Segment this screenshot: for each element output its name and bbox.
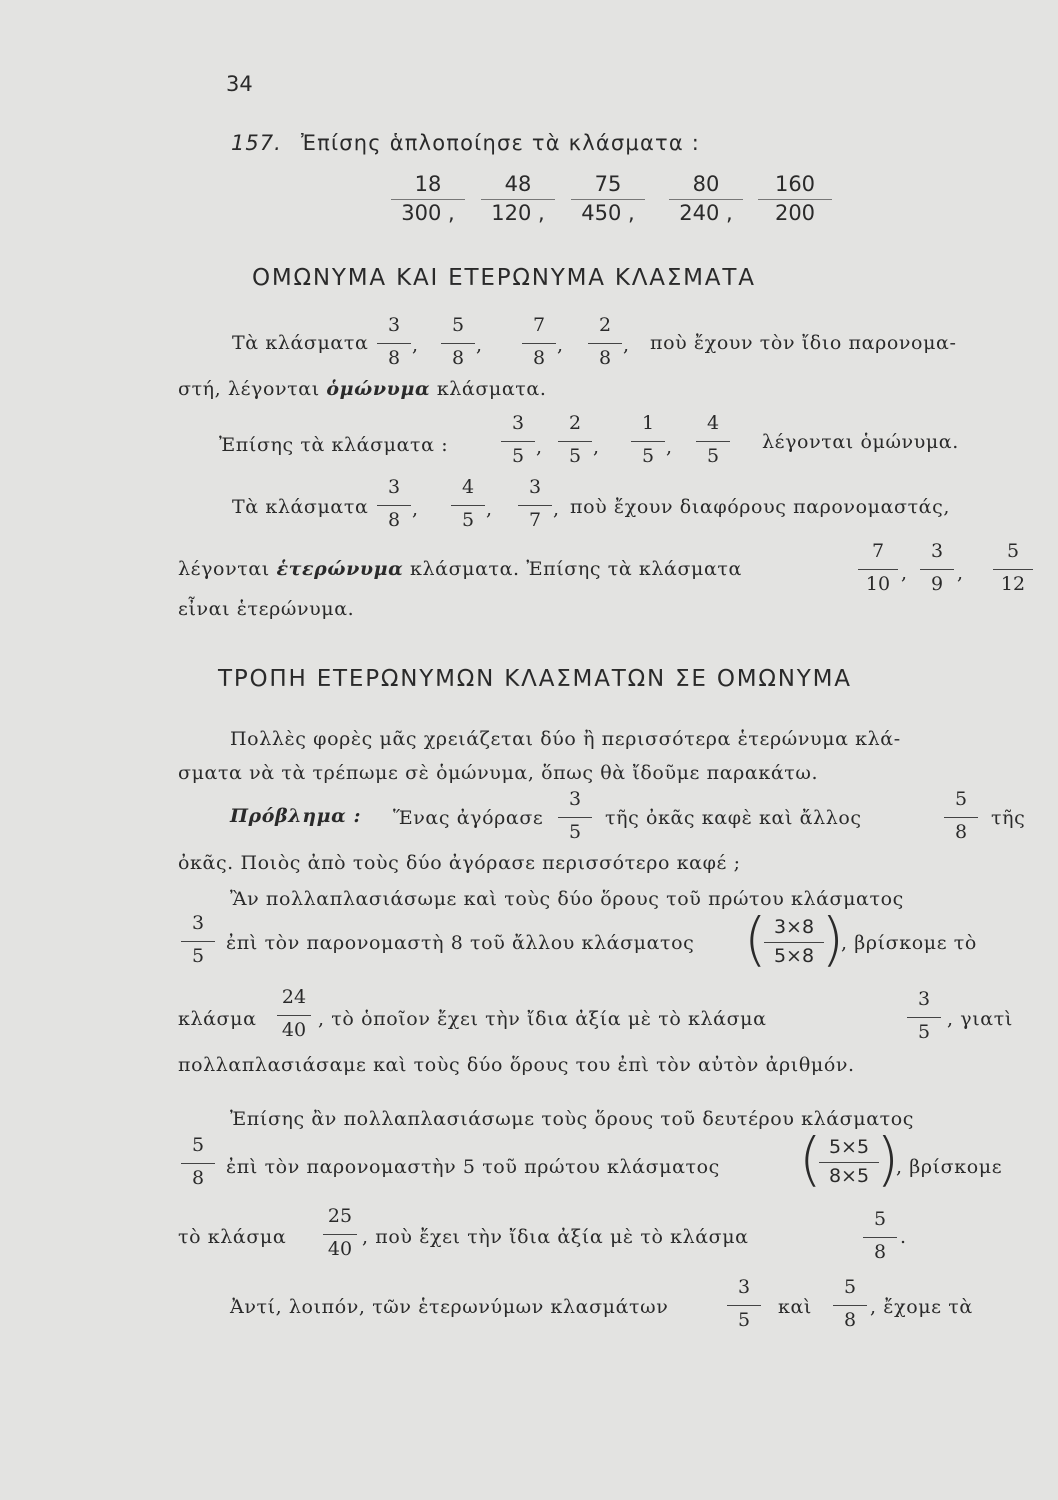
fraction [724, 1276, 764, 1336]
paragraph-text: Ἂν πολλαπλασιάσωμε καὶ τοὺς δύο ὅρους τοῦ πρώτου κλάσματος [230, 888, 904, 910]
numerator: 80 [692, 172, 720, 196]
fraction [628, 412, 668, 472]
numerator: 5 [191, 1134, 205, 1156]
fraction [320, 1205, 360, 1265]
fraction-bar [920, 569, 954, 570]
paragraph-text: , βρίσκομε [896, 1156, 1003, 1178]
fraction-bar [819, 1162, 879, 1163]
fraction-bar [518, 505, 552, 506]
exercise-number: 157. [231, 131, 282, 155]
fraction-bar [863, 1237, 897, 1238]
fraction [585, 314, 625, 374]
section-heading-homonymous: ΟΜΩΝΥΜΑ ΚΑΙ ΕΤΕΡΩΝΥΜΑ ΚΛΑΣΜΑΤΑ [252, 265, 756, 291]
fraction-bar [377, 505, 411, 506]
exercise-fraction [663, 172, 749, 226]
comma: , [666, 436, 673, 458]
paragraph-text: , γιατὶ [947, 1008, 1013, 1030]
paragraph-text: Ἀντί, λοιπόν, τῶν ἑτερωνύμων κλασμάτων [230, 1296, 669, 1318]
fraction-bar [631, 441, 665, 442]
numerator: 3 [737, 1276, 751, 1298]
numerator: 5 [954, 788, 968, 810]
denominator: 120 , [491, 201, 545, 225]
fraction-bar [696, 441, 730, 442]
denominator: 9 [930, 573, 944, 595]
fraction-bar [558, 441, 592, 442]
exercise-fraction [475, 172, 561, 226]
exercise-instruction: Ἐπίσης ἁπλοποίησε τὰ κλάσματα : [301, 131, 701, 155]
denominator: 8 [598, 347, 612, 369]
denominator: 450 , [581, 201, 635, 225]
comma: , [486, 498, 493, 520]
paragraph-text: ποὺ ἔχουν διαφόρους παρονομαστάς, [570, 496, 950, 518]
paragraph-text: τῆς ὀκᾶς καφὲ καὶ ἄλλος [605, 807, 862, 829]
fraction-bar [323, 1234, 357, 1235]
numerator: 3 [528, 476, 542, 498]
text-run: λέγονται [178, 558, 270, 580]
numerator: 24 [281, 986, 307, 1008]
problem-label-text: Πρόβλημα : [230, 805, 362, 827]
paragraph-text: Πολλὲς φορὲς μᾶς χρειάζεται δύο ἢ περισσότερα ἑτερώνυμα κλά- [230, 728, 901, 750]
paragraph-text: Τὰ κλάσματα [232, 332, 369, 354]
exercise-fraction [385, 172, 471, 226]
comma: , [593, 436, 600, 458]
fraction-bar [758, 199, 832, 200]
paragraph-text: Ἐπίσης τὰ κλάσματα : [219, 434, 449, 456]
numerator: 160 [774, 172, 816, 196]
parenthesized-fraction [799, 1125, 899, 1193]
paragraph-text: , τὸ ὁποῖον ἔχει τὴν ἴδια ἀξία μὲ τὸ κλάσμα [318, 1008, 767, 1030]
fraction-bar [858, 569, 898, 570]
parenthesized-fraction [744, 905, 844, 973]
numerator: 1 [641, 412, 655, 434]
numerator: 3 [387, 476, 401, 498]
numerator: 7 [532, 314, 546, 336]
fraction-bar [501, 441, 535, 442]
exercise-fraction [752, 172, 838, 226]
fraction-bar [377, 343, 411, 344]
fraction-bar [764, 942, 824, 943]
denominator: 5 [917, 1021, 931, 1043]
fraction-bar [481, 199, 555, 200]
paragraph-text: Τὰ κλάσματα [232, 496, 369, 518]
denominator: 240 , [679, 201, 733, 225]
denominator: 8 [873, 1241, 887, 1263]
fraction [990, 540, 1036, 600]
paragraph-text: σματα νὰ τὰ τρέπωμε σὲ ὁμώνυμα, ὅπως θὰ ἴδοῦμε παρακάτω. [178, 762, 819, 784]
paragraph-text: , βρίσκομε τὸ [841, 932, 977, 954]
fraction [515, 476, 555, 536]
fraction [941, 788, 981, 848]
right-paren: ) [876, 1125, 899, 1193]
comma: , [412, 334, 419, 356]
comma: , [623, 334, 630, 356]
fraction-bar [833, 1305, 867, 1306]
fraction [555, 412, 595, 472]
denominator: 8 [532, 347, 546, 369]
fraction-bar [181, 941, 215, 942]
fraction [555, 788, 595, 848]
denominator: 7 [528, 509, 542, 531]
paragraph-text: . [900, 1226, 907, 1248]
fraction [519, 314, 559, 374]
denominator: 8 [387, 509, 401, 531]
paragraph-text: ἐπὶ τὸν παρονομαστὴν 5 τοῦ πρώτου κλάσματος [226, 1156, 720, 1178]
numerator: 75 [594, 172, 622, 196]
fraction [498, 412, 538, 472]
paragraph-text: , ποὺ ἔχει τὴν ἴδια ἀξία μὲ τὸ κλάσμα [362, 1226, 749, 1248]
text-run: στή, λέγονται [178, 378, 320, 400]
denominator: 5 [568, 445, 582, 467]
page-number: 34 [226, 72, 253, 96]
left-paren: ( [744, 905, 767, 973]
fraction-bar [993, 569, 1033, 570]
paragraph-text: τῆς [991, 807, 1026, 829]
exercise-fraction [565, 172, 651, 226]
numerator: 5×5 [828, 1136, 870, 1158]
numerator: 3×8 [773, 916, 815, 938]
denominator: 40 [327, 1238, 353, 1260]
numerator: 4 [461, 476, 475, 498]
numerator: 5 [1006, 540, 1020, 562]
fraction [860, 1208, 900, 1268]
denominator: 200 [774, 201, 816, 225]
left-paren: ( [799, 1125, 822, 1193]
paragraph-text: ὀκᾶς. Ποιὸς ἀπὸ τοὺς δύο ἀγόρασε περισσότερο καφέ ; [178, 852, 741, 874]
numerator: 4 [706, 412, 720, 434]
denominator: 300 , [401, 201, 455, 225]
fraction [904, 988, 944, 1048]
fraction [178, 912, 218, 972]
fraction [374, 476, 414, 536]
numerator: 3 [930, 540, 944, 562]
fraction [274, 986, 314, 1046]
fraction-bar [944, 817, 978, 818]
fraction-bar [727, 1305, 761, 1306]
paragraph-text [178, 378, 547, 400]
denominator: 5 [461, 509, 475, 531]
fraction-bar [277, 1015, 311, 1016]
term-homonymous: ὁμώνυμα [326, 378, 431, 400]
problem-label [230, 805, 361, 827]
comma: , [957, 562, 964, 584]
fraction [830, 1276, 870, 1336]
fraction [917, 540, 957, 600]
denominator: 8×5 [828, 1165, 870, 1187]
paragraph-text: εἶναι ἑτερώνυμα. [178, 598, 355, 620]
fraction-bar [451, 505, 485, 506]
denominator: 8 [843, 1309, 857, 1331]
numerator: 7 [871, 540, 885, 562]
denominator: 5×8 [773, 945, 815, 967]
numerator: 48 [504, 172, 532, 196]
denominator: 5 [191, 945, 205, 967]
text-run: κλάσματα. Ἐπίσης τὰ κλάσματα [410, 558, 742, 580]
paragraph-text: Ἕνας ἀγόρασε [393, 807, 544, 829]
fraction-bar [391, 199, 465, 200]
denominator: 5 [568, 821, 582, 843]
numerator: 3 [387, 314, 401, 336]
comma: , [557, 334, 564, 356]
fraction-bar [571, 199, 645, 200]
denominator: 40 [281, 1019, 307, 1041]
numerator: 5 [873, 1208, 887, 1230]
paragraph-text: κλάσμα [178, 1008, 257, 1030]
denominator: 5 [511, 445, 525, 467]
paragraph-text: ἐπὶ τὸν παρονομαστὴ 8 τοῦ ἄλλου κλάσματος [226, 932, 695, 954]
numerator: 5 [843, 1276, 857, 1298]
fraction-bar [669, 199, 743, 200]
comma: , [476, 334, 483, 356]
paragraph-text: λέγονται ὁμώνυμα. [762, 431, 959, 453]
paragraph-text: τὸ κλάσμα [178, 1226, 287, 1248]
denominator: 5 [706, 445, 720, 467]
comma: , [536, 436, 543, 458]
denominator: 8 [387, 347, 401, 369]
fraction [178, 1134, 218, 1194]
fraction-bar [907, 1017, 941, 1018]
fraction [438, 314, 478, 374]
term-heteronymous: ἑτερώνυμα [276, 558, 404, 580]
paragraph-text: πολλαπλασιάσαμε καὶ τοὺς δύο ὅρους του ἐπὶ τὸν αὐτὸν ἀριθμόν. [178, 1054, 855, 1076]
paragraph-text [178, 558, 742, 580]
comma: , [553, 498, 560, 520]
numerator: 2 [568, 412, 582, 434]
paragraph-text: Ἐπίσης ἂν πολλαπλασιάσωμε τοὺς ὅρους τοῦ δευτέρου κλάσματος [230, 1108, 915, 1130]
right-paren: ) [821, 905, 844, 973]
fraction [448, 476, 488, 536]
denominator: 5 [641, 445, 655, 467]
section-heading-conversion: ΤΡΟΠΗ ΕΤΕΡΩΝΥΜΩΝ ΚΛΑΣΜΑΤΩΝ ΣΕ ΟΜΩΝΥΜΑ [218, 666, 852, 692]
denominator: 10 [865, 573, 891, 595]
paragraph-text: καὶ [778, 1296, 812, 1318]
fraction-bar [441, 343, 475, 344]
denominator: 12 [1000, 573, 1026, 595]
denominator: 8 [954, 821, 968, 843]
text-run: κλάσματα. [436, 378, 547, 400]
numerator: 3 [191, 912, 205, 934]
fraction-bar [522, 343, 556, 344]
numerator: 25 [327, 1205, 353, 1227]
paragraph-text: , ἔχομε τὰ [870, 1296, 973, 1318]
fraction-bar [181, 1163, 215, 1164]
numerator: 18 [414, 172, 442, 196]
comma: , [901, 562, 908, 584]
fraction-bar [558, 817, 592, 818]
comma: , [412, 498, 419, 520]
numerator: 3 [511, 412, 525, 434]
denominator: 8 [191, 1167, 205, 1189]
fraction [374, 314, 414, 374]
numerator: 2 [598, 314, 612, 336]
fraction-bar [588, 343, 622, 344]
numerator: 3 [917, 988, 931, 1010]
fraction [855, 540, 901, 600]
paragraph-text: ποὺ ἔχουν τὸν ἴδιο παρονομα- [650, 332, 957, 354]
numerator: 5 [451, 314, 465, 336]
denominator: 8 [451, 347, 465, 369]
numerator: 3 [568, 788, 582, 810]
denominator: 5 [737, 1309, 751, 1331]
fraction [693, 412, 733, 472]
